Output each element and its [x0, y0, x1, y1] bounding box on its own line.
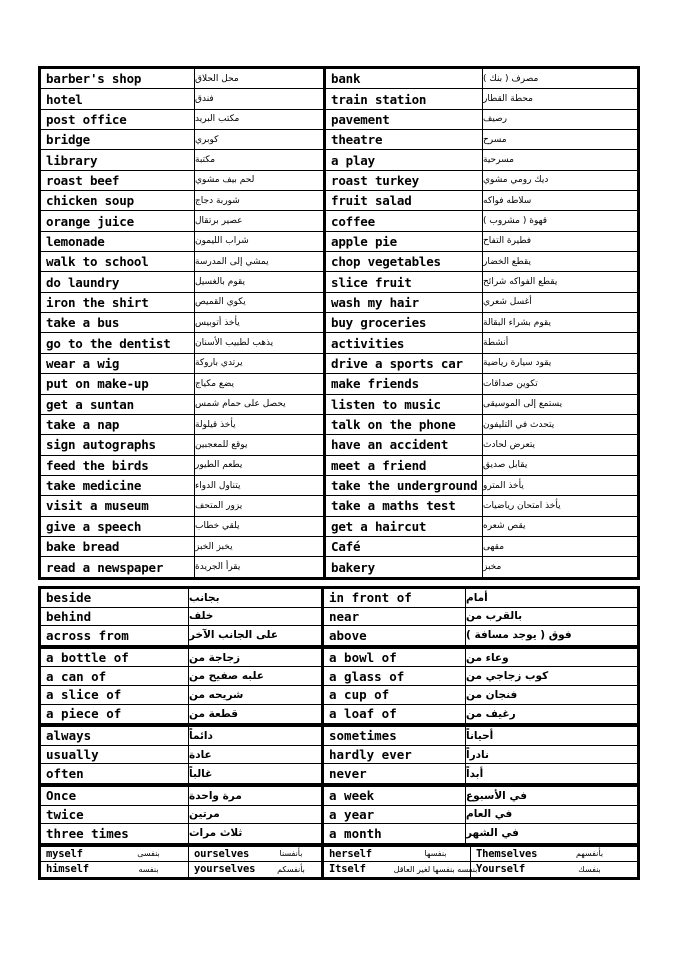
- vocab-row: [41, 517, 323, 537]
- arabic-translation: يقابل صديق: [483, 460, 528, 471]
- pronoun-english: myself: [46, 847, 83, 860]
- arabic-translation: شريحه من: [189, 688, 244, 701]
- english-term: sign autographs: [41, 435, 195, 454]
- vocab-row: [326, 293, 637, 313]
- arabic-translation: أبداً: [466, 767, 484, 780]
- arabic-translation: فندق: [195, 94, 214, 105]
- english-term: get a suntan: [41, 395, 195, 414]
- arabic-translation: يضع مكياج: [195, 378, 235, 389]
- arabic-translation: أغسل شعري: [483, 297, 532, 308]
- arabic-translation: أنشطة: [483, 338, 509, 349]
- english-term: take medicine: [41, 476, 195, 495]
- vocab-row: [41, 415, 323, 435]
- arabic-translation: في الشهر: [466, 827, 519, 840]
- vocab-row: [41, 69, 323, 89]
- english-term: read a newspaper: [41, 557, 195, 577]
- arabic-translation: تكوين صداقات: [483, 378, 538, 389]
- arabic-translation: مسرح: [483, 134, 507, 145]
- vocab-row: [326, 313, 637, 333]
- arabic-translation: كوب زجاجي من: [466, 670, 549, 683]
- arabic-translation: يقرأ الجريدة: [195, 562, 241, 573]
- arabic-translation: في الأسبوع: [466, 789, 527, 802]
- arabic-translation: مكتب البريد: [195, 114, 240, 125]
- vocab-row: [41, 557, 323, 577]
- pronoun-english: herself: [329, 847, 372, 860]
- grammar-table: [38, 586, 640, 880]
- grammar-row: [41, 746, 637, 765]
- english-term: never: [324, 764, 466, 783]
- english-term: take a nap: [41, 415, 195, 434]
- english-term: above: [324, 626, 466, 645]
- vocab-row: [41, 293, 323, 313]
- pronoun-arabic: بنفسه بنفسها لغير العاقل: [401, 862, 471, 877]
- english-term: library: [41, 150, 195, 169]
- arabic-translation: مرة واحدة: [189, 789, 242, 802]
- english-term: go to the dentist: [41, 333, 195, 352]
- arabic-translation: خلف: [189, 610, 214, 623]
- vocab-row: [41, 313, 323, 333]
- arabic-translation: في العام: [466, 808, 513, 821]
- english-term: fruit salad: [326, 191, 483, 210]
- pronoun-arabic: بنفسها: [401, 847, 471, 861]
- vocab-row: [326, 150, 637, 170]
- vocab-row: [41, 496, 323, 516]
- english-term: put on make-up: [41, 374, 195, 393]
- vocab-row: [326, 496, 637, 516]
- arabic-translation: محطة القطار: [483, 94, 533, 105]
- grammar-row: [41, 705, 637, 724]
- english-term: walk to school: [41, 252, 195, 271]
- english-term: in front of: [324, 589, 466, 607]
- arabic-translation: يأخذ المترو: [483, 480, 524, 491]
- arabic-translation: وعاء من: [466, 651, 509, 664]
- arabic-translation: يرتدي باروكة: [195, 358, 243, 369]
- english-term: take a bus: [41, 313, 195, 332]
- arabic-translation: مكتبة: [195, 155, 216, 166]
- english-term: a bowl of: [324, 649, 466, 667]
- pronoun-arabic: بأنفسهم: [575, 849, 604, 859]
- vocab-row: [41, 395, 323, 415]
- english-term: drive a sports car: [326, 354, 483, 373]
- vocab-row: [326, 395, 637, 415]
- pronoun-row: [41, 847, 637, 862]
- arabic-translation: يحصل على حمام شمس: [195, 399, 286, 410]
- arabic-translation: دائماً: [189, 729, 213, 742]
- arabic-translation: لحم بيف مشوي: [195, 175, 255, 186]
- english-term: listen to music: [326, 395, 483, 414]
- vocab-row: [41, 374, 323, 394]
- arabic-translation: يأخذ امتحان رياضيات: [483, 500, 561, 511]
- vocab-row: [41, 476, 323, 496]
- english-term: a play: [326, 150, 483, 169]
- arabic-translation: مرتين: [189, 808, 220, 821]
- vocab-row: [326, 435, 637, 455]
- grammar-row: [41, 787, 637, 806]
- arabic-translation: يأخذ أتوبيس: [195, 317, 240, 328]
- vocab-row: [41, 130, 323, 150]
- arabic-translation: نادراً: [466, 748, 489, 761]
- vocab-row: [326, 89, 637, 109]
- arabic-translation: ديك رومي مشوي: [483, 175, 549, 186]
- vocab-row: [41, 171, 323, 191]
- english-term: have an accident: [326, 435, 483, 454]
- arabic-translation: يقوم بالغسيل: [195, 277, 246, 288]
- english-term: orange juice: [41, 211, 195, 230]
- english-term: behind: [41, 608, 189, 626]
- pronoun-arabic: بنفسك: [578, 864, 601, 874]
- english-term: wear a wig: [41, 354, 195, 373]
- english-term: across from: [41, 626, 189, 645]
- arabic-translation: على الجانب الآخر: [189, 629, 279, 642]
- vocab-row: [326, 232, 637, 252]
- english-term: a slice of: [41, 686, 189, 704]
- english-term: buy groceries: [326, 313, 483, 332]
- english-term: a week: [324, 787, 466, 805]
- english-term: wash my hair: [326, 293, 483, 312]
- vocab-row: [326, 456, 637, 476]
- grammar-row: [41, 608, 637, 627]
- english-term: bake bread: [41, 537, 195, 556]
- vocab-row: [326, 171, 637, 191]
- arabic-translation: يكوي القميص: [195, 297, 246, 308]
- english-term: roast turkey: [326, 171, 483, 190]
- vocab-row: [41, 435, 323, 455]
- english-term: roast beef: [41, 171, 195, 190]
- arabic-translation: يأخذ قيلولة: [195, 419, 236, 430]
- pronoun-english: Yourself: [476, 863, 525, 876]
- arabic-translation: فنجان من: [466, 688, 518, 701]
- english-term: feed the birds: [41, 456, 195, 475]
- vocab-row: [41, 354, 323, 374]
- arabic-translation: مصرف ( بنك ): [483, 73, 539, 84]
- grammar-row: [41, 764, 637, 783]
- arabic-translation: كوبري: [195, 134, 219, 145]
- english-term: give a speech: [41, 517, 195, 536]
- pronoun-english: Itself: [329, 863, 366, 876]
- english-term: activities: [326, 333, 483, 352]
- english-term: always: [41, 727, 189, 745]
- vocab-row: [326, 517, 637, 537]
- english-term: pavement: [326, 110, 483, 129]
- english-term: meet a friend: [326, 456, 483, 475]
- english-term: near: [324, 608, 466, 626]
- arabic-translation: مقهى: [483, 541, 505, 552]
- vocab-row: [41, 232, 323, 252]
- english-term: lemonade: [41, 232, 195, 251]
- english-term: beside: [41, 589, 189, 607]
- english-term: apple pie: [326, 232, 483, 251]
- arabic-translation: قطعة من: [189, 707, 239, 720]
- english-term: hotel: [41, 89, 195, 108]
- vocab-row: [326, 415, 637, 435]
- arabic-translation: يقص شعره: [483, 521, 526, 532]
- english-term: hardly ever: [324, 746, 466, 764]
- arabic-translation: يستمع إلى الموسيقى: [483, 399, 563, 410]
- arabic-translation: مخبز: [483, 562, 502, 573]
- pronoun-english: yourselves: [194, 863, 256, 876]
- vocabulary-right-column: [326, 69, 637, 578]
- english-term: twice: [41, 806, 189, 824]
- english-term: a month: [324, 824, 466, 843]
- pronoun-row: [41, 862, 637, 877]
- arabic-translation: بالقرب من: [466, 610, 523, 623]
- english-term: sometimes: [324, 727, 466, 745]
- vocab-row: [326, 191, 637, 211]
- grammar-row: [41, 649, 637, 668]
- arabic-translation: أحياناً: [466, 729, 494, 742]
- english-term: a piece of: [41, 705, 189, 724]
- english-term: a can of: [41, 667, 189, 685]
- arabic-translation: يوقع للمعجبين: [195, 439, 248, 450]
- english-term: coffee: [326, 211, 483, 230]
- vocab-row: [326, 69, 637, 89]
- pronoun-arabic: بأنفسنا: [279, 849, 303, 859]
- arabic-translation: سلاطه فواكه: [483, 195, 532, 206]
- vocab-row: [326, 557, 637, 577]
- english-term: often: [41, 764, 189, 783]
- vocabulary-table: [38, 66, 640, 580]
- pronoun-english: ourselves: [194, 847, 250, 860]
- vocab-row: [326, 130, 637, 150]
- english-term: three times: [41, 824, 189, 843]
- pronoun-arabic: بأنفسكم: [277, 864, 305, 874]
- arabic-translation: مسرحية: [483, 155, 514, 166]
- vocab-row: [326, 333, 637, 353]
- arabic-translation: ثلاث مرات: [189, 827, 243, 840]
- english-term: barber's shop: [41, 69, 195, 88]
- pronoun-arabic: بنفسى: [109, 847, 189, 861]
- arabic-translation: شراب الليمون: [195, 236, 249, 247]
- arabic-translation: غالباً: [189, 767, 213, 780]
- vocab-row: [41, 456, 323, 476]
- grammar-row: [41, 626, 637, 645]
- english-term: bridge: [41, 130, 195, 149]
- grammar-row: [41, 589, 637, 608]
- vocab-row: [41, 272, 323, 292]
- arabic-translation: يتناول الدواء: [195, 480, 241, 491]
- arabic-translation: يقطع الخضار: [483, 256, 532, 267]
- grammar-body: [41, 589, 637, 877]
- english-term: chop vegetables: [326, 252, 483, 271]
- pronoun-arabic: بنفسه: [109, 862, 189, 877]
- pronoun-english: Themselves: [476, 847, 538, 860]
- english-term: slice fruit: [326, 272, 483, 291]
- arabic-translation: فطيرة التفاح: [483, 236, 532, 247]
- grammar-row: [41, 667, 637, 686]
- arabic-translation: يزور المتحف: [195, 500, 243, 511]
- english-term: bakery: [326, 557, 483, 577]
- arabic-translation: أمام: [466, 591, 488, 604]
- grammar-row: [41, 686, 637, 705]
- arabic-translation: رصيف: [483, 114, 508, 125]
- arabic-translation: قهوة ( مشروب ): [483, 216, 548, 227]
- english-term: theatre: [326, 130, 483, 149]
- english-term: bank: [326, 69, 483, 88]
- arabic-translation: رغيف من: [466, 707, 516, 720]
- english-term: take a maths test: [326, 496, 483, 515]
- arabic-translation: بجانب: [189, 591, 220, 604]
- english-term: a glass of: [324, 667, 466, 685]
- arabic-translation: عادة: [189, 748, 212, 761]
- vocabulary-left-column: [41, 69, 323, 578]
- english-term: chicken soup: [41, 191, 195, 210]
- english-term: usually: [41, 746, 189, 764]
- arabic-translation: يتعرض لحادث: [483, 439, 536, 450]
- english-term: a year: [324, 806, 466, 824]
- arabic-translation: يتحدث في التليفون: [483, 419, 555, 430]
- english-term: make friends: [326, 374, 483, 393]
- vocab-row: [326, 110, 637, 130]
- arabic-translation: محل الحلاق: [195, 73, 239, 84]
- vocab-row: [41, 89, 323, 109]
- arabic-translation: يذهب لطبيب الأسنان: [195, 338, 274, 349]
- english-term: iron the shirt: [41, 293, 195, 312]
- arabic-translation: علبه صفيح من: [189, 670, 264, 683]
- english-term: take the underground: [326, 476, 483, 495]
- english-term: train station: [326, 89, 483, 108]
- arabic-translation: يطعم الطيور: [195, 460, 243, 471]
- vocab-row: [326, 476, 637, 496]
- english-term: Once: [41, 787, 189, 805]
- vocab-row: [41, 333, 323, 353]
- english-term: Café: [326, 537, 483, 556]
- vocab-row: [326, 537, 637, 557]
- vocab-row: [41, 191, 323, 211]
- vocab-row: [326, 374, 637, 394]
- arabic-translation: عصير برتقال: [195, 216, 243, 227]
- grammar-row: [41, 727, 637, 746]
- arabic-translation: فوق ( يوجد مسافة ): [466, 629, 572, 642]
- english-term: visit a museum: [41, 496, 195, 515]
- pronoun-english: himself: [46, 863, 89, 876]
- english-term: a loaf of: [324, 705, 466, 724]
- english-term: a cup of: [324, 686, 466, 704]
- english-term: do laundry: [41, 272, 195, 291]
- arabic-translation: يقطع الفواكه شرائح: [483, 277, 558, 288]
- arabic-translation: يمشي إلى المدرسة: [195, 256, 269, 267]
- vocab-row: [41, 252, 323, 272]
- vocab-row: [326, 252, 637, 272]
- arabic-translation: زجاجة من: [189, 651, 241, 664]
- arabic-translation: شوربة دجاج: [195, 195, 240, 206]
- arabic-translation: يلقي خطاب: [195, 521, 240, 532]
- grammar-row: [41, 806, 637, 825]
- arabic-translation: يقود سيارة رياضية: [483, 358, 552, 369]
- vocab-row: [326, 211, 637, 231]
- vocab-row: [41, 110, 323, 130]
- english-term: talk on the phone: [326, 415, 483, 434]
- vocab-row: [326, 354, 637, 374]
- english-term: post office: [41, 110, 195, 129]
- vocab-row: [326, 272, 637, 292]
- vocab-row: [41, 150, 323, 170]
- arabic-translation: يخبز الخبز: [195, 541, 233, 552]
- vocab-row: [41, 211, 323, 231]
- english-term: a bottle of: [41, 649, 189, 667]
- arabic-translation: يقوم بشراء البقالة: [483, 317, 552, 328]
- english-term: get a haircut: [326, 517, 483, 536]
- vocab-row: [41, 537, 323, 557]
- grammar-row: [41, 824, 637, 843]
